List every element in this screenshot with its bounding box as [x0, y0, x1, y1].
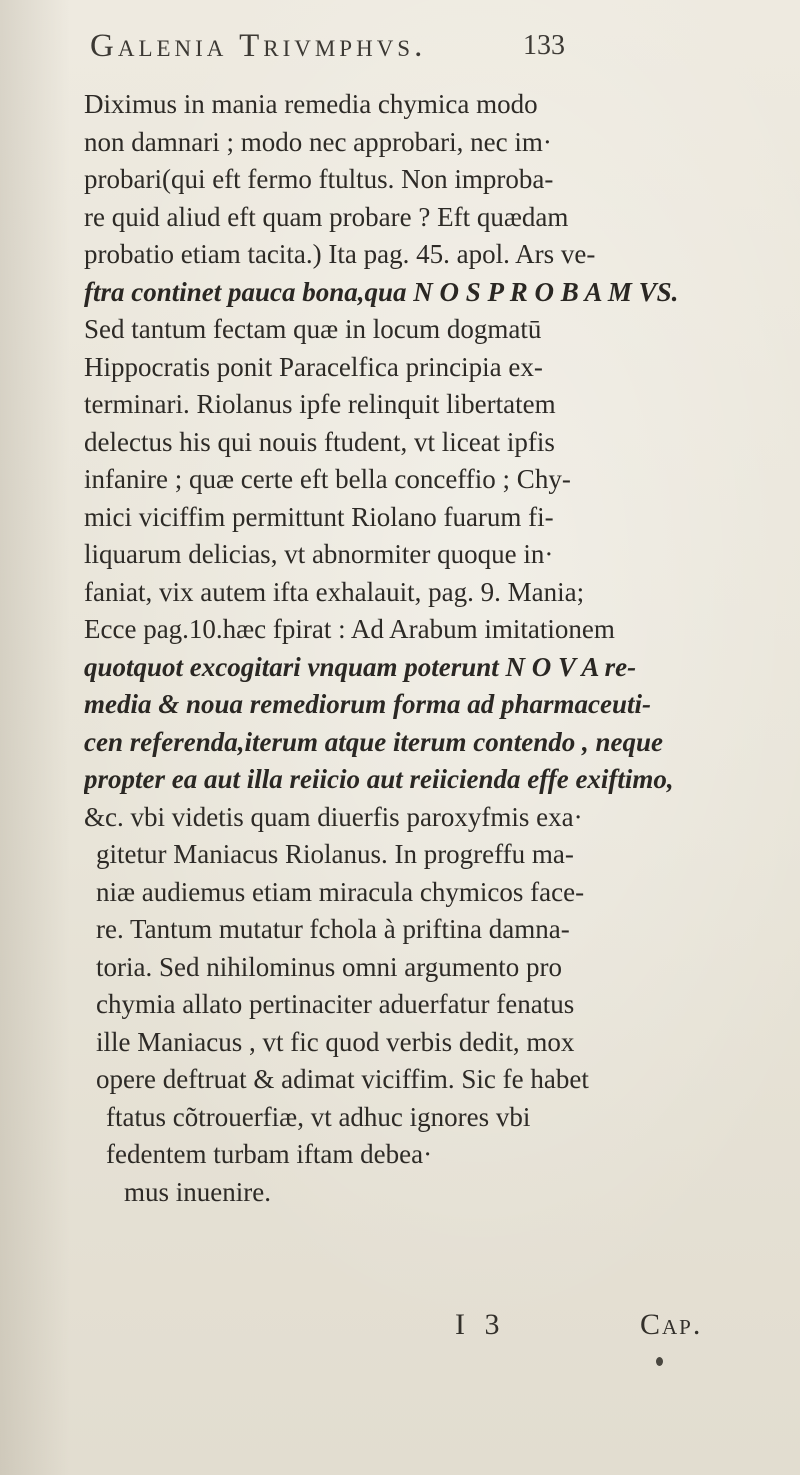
text-line: Diximus in mania remedia chymica modo	[84, 89, 538, 119]
page-number: 133	[523, 30, 565, 61]
text-line: re quid aliud eft quam probare ? Eft quædam	[84, 201, 569, 232]
running-head: Galenia Trivmphvs.	[90, 28, 427, 64]
text-line: probatio etiam tacita.) Ita pag. 45. apol. Ars ve-	[84, 239, 596, 269]
text-line: ille Maniacus , vt fic quod verbis dedit, mox	[96, 1026, 575, 1057]
text-line: mus inuenire.	[124, 1176, 271, 1207]
text-line: re. Tantum mutatur fchola à priftina damna-	[96, 914, 570, 944]
text-line: faniat, vix autem ifta exhalauit, pag. 9. Mania;	[84, 576, 585, 607]
text-line: infanire ; quæ certe eft bella conceffio ; Chy-	[84, 464, 571, 494]
text-line: fedentem turbam iftam debea·	[106, 1139, 433, 1169]
text-line: probari(qui eft fermo ftultus. Non improba-	[84, 164, 554, 194]
text-line: opere deftruat & adimat viciffim. Sic fe habet	[96, 1064, 589, 1094]
text-line: Ecce pag.10.hæc fpirat : Ad Arabum imitationem	[84, 614, 615, 644]
text-line: propter ea aut illa reiicio aut reiicienda effe exiftimo,	[84, 764, 674, 794]
text-line: cen referenda,iterum atque iterum contendo , neque	[84, 726, 663, 757]
text-line: media & noua remediorum forma ad pharmaceuti-	[84, 689, 652, 719]
page-header	[78, 28, 778, 84]
catchword: Cap.	[640, 1308, 703, 1341]
text-line: non damnari ; modo nec approbari, nec im·	[84, 126, 552, 157]
text-line: Hippocratis ponit Paracelfica principia ex-	[84, 351, 543, 382]
page-gutter-shadow	[0, 0, 70, 1475]
text-line: Sed tantum fectam quæ in locum dogmatū	[84, 314, 542, 344]
text-line: niæ audiemus etiam miracula chymicos face-	[96, 876, 585, 907]
body-text	[84, 86, 794, 1211]
signature-mark: I 3	[455, 1308, 506, 1341]
text-line: quotquot excogitari vnquam poterunt N O V A re-	[84, 651, 637, 682]
page-footer	[0, 1308, 800, 1368]
text-line: terminari. Riolanus ipfe relinquit libertatem	[84, 389, 556, 419]
text-line: mici viciffim permittunt Riolano fuarum fi-	[84, 501, 554, 532]
text-line: gitetur Maniacus Riolanus. In progreffu ma-	[96, 839, 574, 869]
text-line: chymia allato pertinaciter aduerfatur fenatus	[96, 989, 575, 1019]
text-line: ftra continet pauca bona,qua N O S P R O B A M VS.	[84, 276, 679, 307]
text-line: liquarum delicias, vt abnormiter quoque in·	[84, 539, 554, 569]
text-line: &c. vbi videtis quam diuerfis paroxyfmis exa·	[84, 801, 583, 832]
ink-spot	[656, 1357, 663, 1366]
text-line: delectus his qui nouis ftudent, vt liceat ipfis	[84, 426, 555, 457]
text-line: toria. Sed nihilominus omni argumento pro	[96, 951, 562, 982]
text-line: ftatus cõtrouerfiæ, vt adhuc ignores vbi	[106, 1101, 531, 1132]
